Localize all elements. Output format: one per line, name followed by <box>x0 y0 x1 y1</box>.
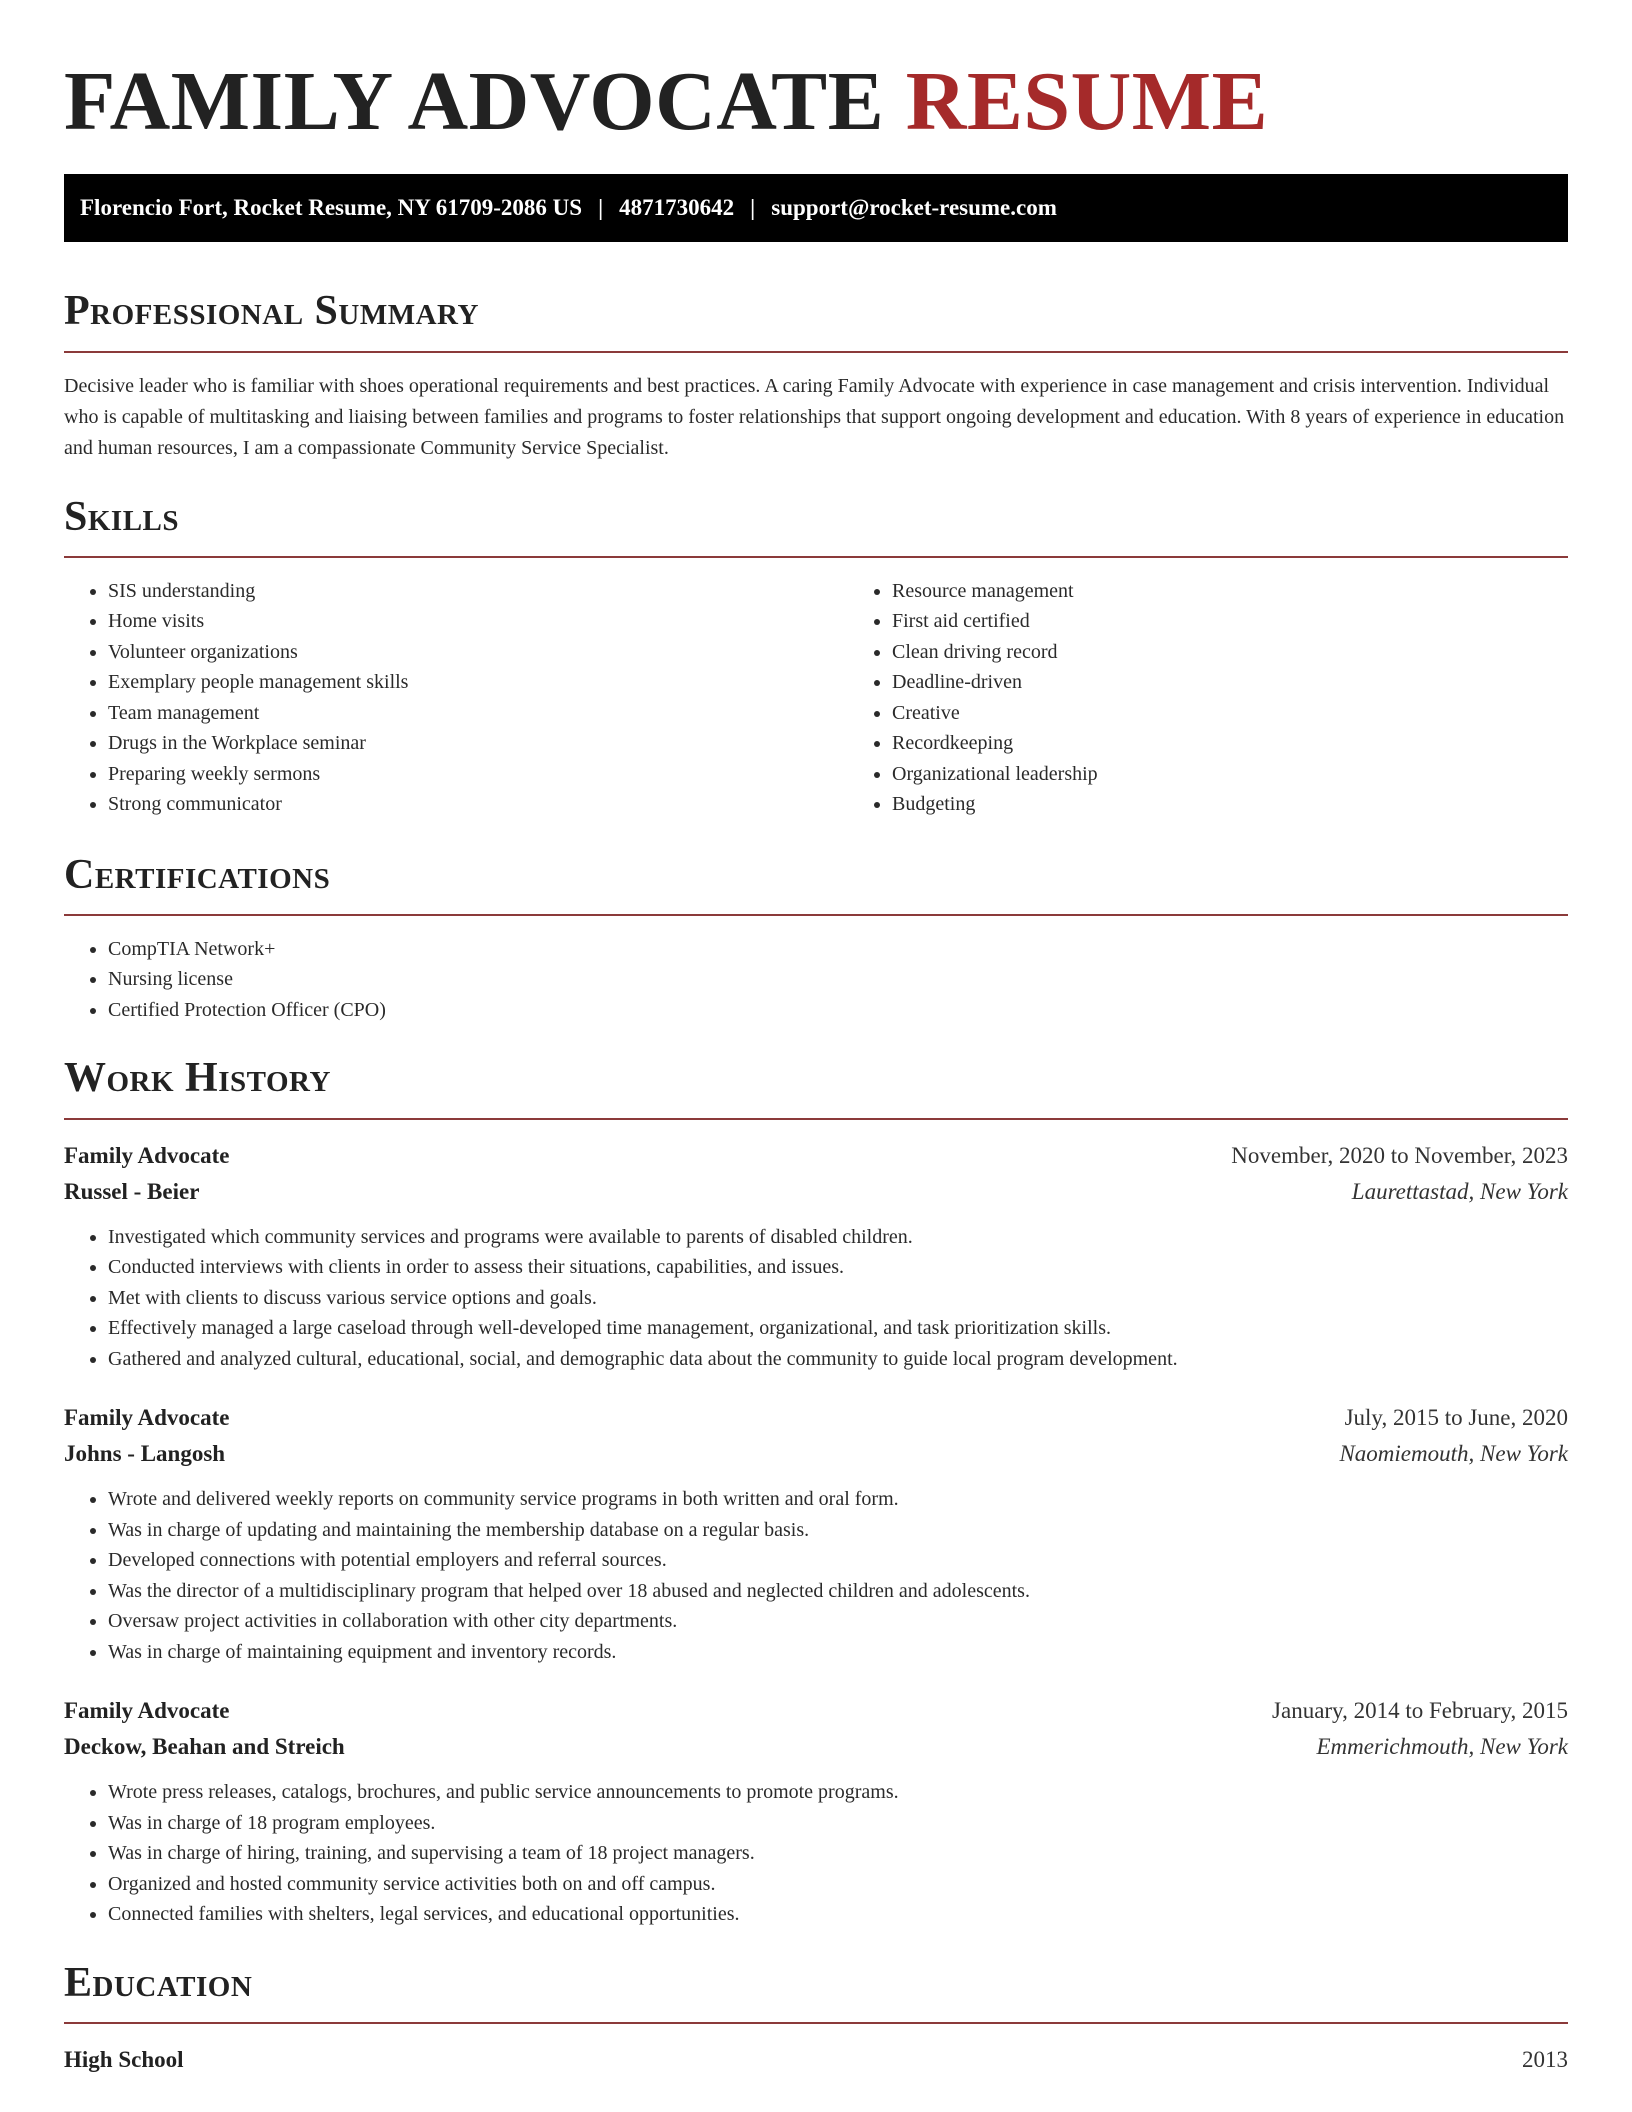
job-bullet: • Was in charge of hiring, training, and supervising a team of 18 project managers. <box>108 1838 1568 1869</box>
job-bullet: • Oversaw project activities in collaboration with other city departments. <box>108 1606 1568 1637</box>
job-dates: January, 2014 to February, 2015 <box>1272 1698 1568 1724</box>
section-heading-skills: Skills <box>64 493 180 540</box>
skills-columns <box>64 576 1568 820</box>
job-header <box>64 1138 1568 1174</box>
job-header <box>64 1693 1568 1729</box>
section-divider <box>64 351 1568 353</box>
job-title: Family Advocate <box>64 1405 230 1431</box>
job-subheader <box>64 1436 1568 1472</box>
job-dates: July, 2015 to June, 2020 <box>1344 1405 1568 1431</box>
job-entry <box>64 1138 1568 1375</box>
job-company: Johns - Langosh <box>64 1441 226 1467</box>
job-bullet: • Conducted interviews with clients in order to assess their situations, capabilities, and issues. <box>108 1252 1568 1283</box>
section-heading-summary: Professional Summary <box>64 288 479 335</box>
section-heading-work: Work History <box>64 1055 331 1102</box>
job-bullet: • Was in charge of 18 program employees. <box>108 1808 1568 1839</box>
job-bullet: • Wrote press releases, catalogs, brochures, and public service announcements to promote programs. <box>108 1777 1568 1808</box>
section-divider <box>64 1118 1568 1120</box>
contact-phone: 4871730642 <box>619 195 735 221</box>
skill-item: • Creative <box>892 698 1568 729</box>
job-bullet: • Effectively managed a large caseload through well-developed time management, organizational, and task prioritization skills. <box>108 1313 1568 1344</box>
skill-item: • Drugs in the Workplace seminar <box>108 728 848 759</box>
skill-item: • Strong communicator <box>108 789 848 820</box>
skill-item: • Preparing weekly sermons <box>108 759 848 790</box>
job-entry <box>64 1693 1568 1930</box>
job-entry <box>64 1400 1568 1667</box>
job-subheader <box>64 1174 1568 1210</box>
skills-section <box>64 494 1568 820</box>
contact-bar <box>64 174 1568 242</box>
job-company: Russel - Beier <box>64 1178 200 1204</box>
job-bullet: • Developed connections with potential employers and referral sources. <box>108 1545 1568 1576</box>
skills-list-right <box>848 576 1568 820</box>
skill-item: • Recordkeeping <box>892 728 1568 759</box>
job-bullet: • Connected families with shelters, legal services, and educational opportunities. <box>108 1899 1568 1930</box>
job-bullets <box>64 1222 1568 1375</box>
education-year: 2013 <box>1522 2046 1568 2072</box>
skill-item: • Clean driving record <box>892 637 1568 668</box>
education-entry <box>64 2042 1568 2078</box>
job-dates: November, 2020 to November, 2023 <box>1231 1142 1568 1168</box>
job-bullet: • Wrote and delivered weekly reports on community service programs in both written and oral form. <box>108 1484 1568 1515</box>
skill-item: • Volunteer organizations <box>108 637 848 668</box>
education-section <box>64 1960 1568 2078</box>
skill-item: • Organizational leadership <box>892 759 1568 790</box>
skill-item: • Resource management <box>892 576 1568 607</box>
job-bullets <box>64 1777 1568 1930</box>
job-company: Deckow, Beahan and Streich <box>64 1734 345 1760</box>
job-bullet: • Met with clients to discuss various service options and goals. <box>108 1283 1568 1314</box>
job-location: Laurettastad, New York <box>1351 1178 1568 1204</box>
section-divider <box>64 914 1568 916</box>
certification-item: • CompTIA Network+ <box>108 934 1568 965</box>
title-accent: RESUME <box>905 55 1269 148</box>
resume-title <box>64 48 1568 148</box>
summary-section <box>64 288 1568 463</box>
skill-item: • Team management <box>108 698 848 729</box>
education-degree: High School <box>64 2046 184 2072</box>
contact-address: Florencio Fort, Rocket Resume, NY 61709-2086 US <box>80 195 583 221</box>
certifications-section <box>64 852 1568 1026</box>
skill-item: • Deadline-driven <box>892 667 1568 698</box>
job-location: Emmerichmouth, New York <box>1316 1734 1568 1760</box>
job-bullet: • Organized and hosted community service activities both on and off campus. <box>108 1869 1568 1900</box>
section-divider <box>64 556 1568 558</box>
skill-item: • Exemplary people management skills <box>108 667 848 698</box>
title-main: FAMILY ADVOCATE <box>64 55 885 148</box>
work-history-section <box>64 1055 1568 1929</box>
job-title: Family Advocate <box>64 1142 230 1168</box>
job-bullet: • Was in charge of maintaining equipment and inventory records. <box>108 1637 1568 1668</box>
job-header <box>64 1400 1568 1436</box>
skill-item: • SIS understanding <box>108 576 848 607</box>
contact-separator: | <box>750 195 756 221</box>
skill-item: • First aid certified <box>892 606 1568 637</box>
skill-item: • Home visits <box>108 606 848 637</box>
summary-text: Decisive leader who is familiar with shoes operational requirements and best practices. A caring Family Advocate with experience in case management and crisis intervention. Individual who is capable of multitasking and liaising between families and programs to foster relationships that support ongoing development and education. With 8 years of experience in education and human resources, I am a compassionate Community Service Specialist. <box>64 374 1565 459</box>
certification-item: • Certified Protection Officer (CPO) <box>108 995 1568 1026</box>
contact-email: support@rocket-resume.com <box>771 195 1057 221</box>
certifications-list <box>64 934 1568 1026</box>
job-bullet: • Was in charge of updating and maintaining the membership database on a regular basis. <box>108 1515 1568 1546</box>
job-bullets <box>64 1484 1568 1667</box>
job-bullet: • Gathered and analyzed cultural, educational, social, and demographic data about the community to guide local program development. <box>108 1344 1568 1375</box>
section-heading-education: Education <box>64 1959 253 2006</box>
section-heading-certifications: Certifications <box>64 851 331 898</box>
section-divider <box>64 2022 1568 2024</box>
skill-item: • Budgeting <box>892 789 1568 820</box>
job-title: Family Advocate <box>64 1698 230 1724</box>
job-location: Naomiemouth, New York <box>1339 1441 1568 1467</box>
job-subheader <box>64 1729 1568 1765</box>
certification-item: • Nursing license <box>108 964 1568 995</box>
job-bullet: • Investigated which community services and programs were available to parents of disabled children. <box>108 1222 1568 1253</box>
skills-list-left <box>64 576 848 820</box>
contact-separator: | <box>598 195 604 221</box>
job-bullet: • Was the director of a multidisciplinary program that helped over 18 abused and neglected children and adolescents. <box>108 1576 1568 1607</box>
